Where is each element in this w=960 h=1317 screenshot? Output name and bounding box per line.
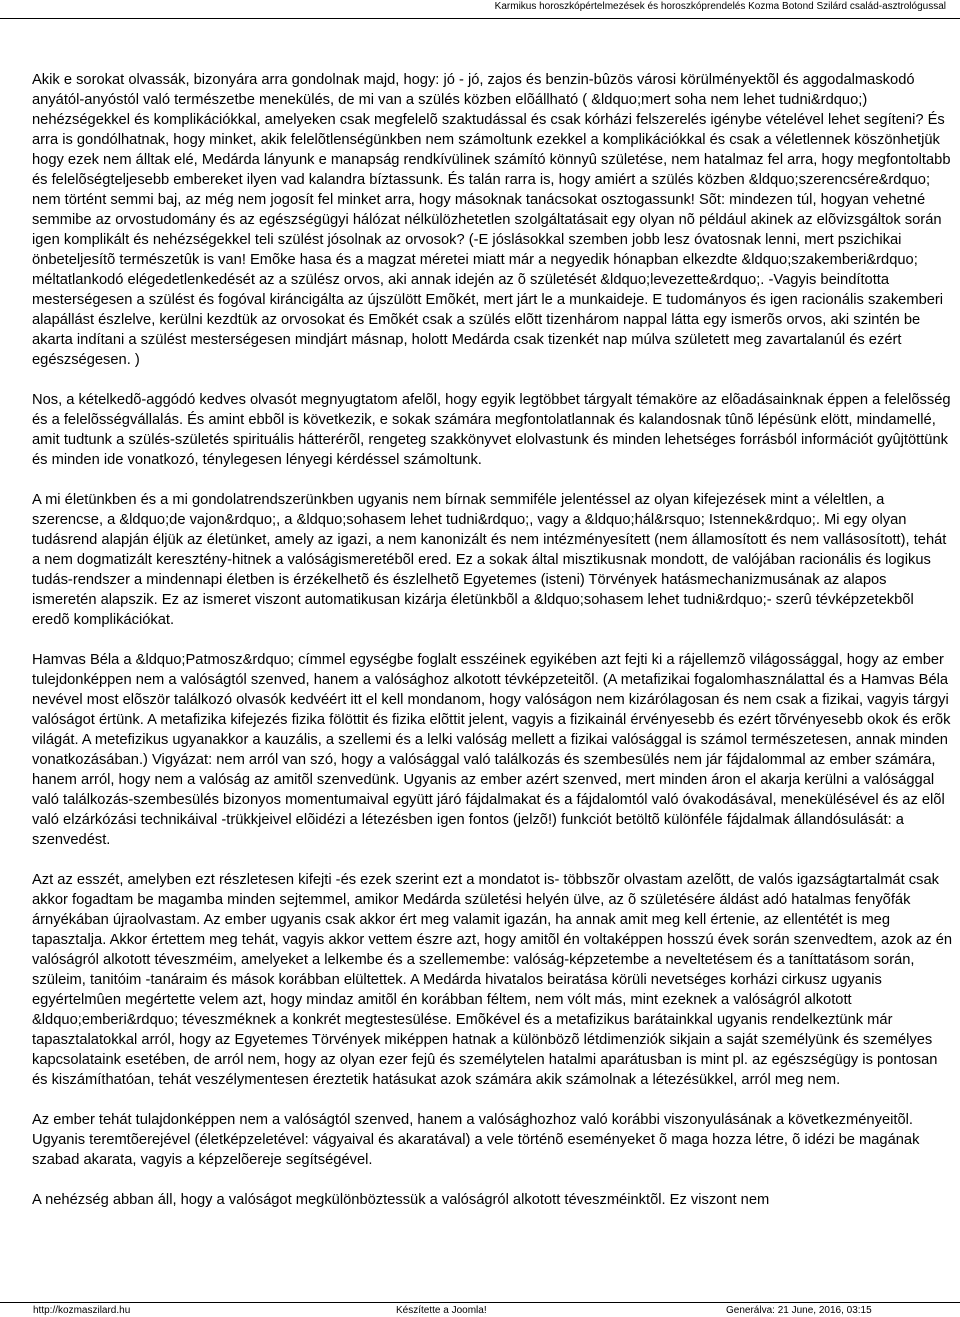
generated-timestamp: Generálva: 21 June, 2016, 03:15 xyxy=(726,1305,872,1316)
article-body xyxy=(32,70,954,1230)
page-header xyxy=(0,0,960,19)
site-url: http://kozmaszilard.hu xyxy=(33,1305,131,1316)
paragraph: Akik e sorokat olvassák, bizonyára arra gondolnak majd, hogy: jó - jó, zajos és benzin-bûzös városi körülményektõl és aggodalmaskodó anyától-anyóstól való természetbe menekülés, de mi van a szülés közben elõállható ( &ldquo;mert soha nem lehet tudni&rdquo;) nehézségekkel és komplikációkkal, amelyeken csak megfelelõ szaktudással és csak kórházi felszerelés igénybe vételével lehet segíteni? És arra is gondólhatnak, hogy minket, akik felelõtlenségünkben nem számoltunk ezekkel a komplikációkkal és csak a véletlennek köszönhetjük hogy ezek nem álltak elé, Medárda lányunk e manapság rendkívülinek számító könnyû születése, nem hatalmaz fel arra, hogy megfontoltabb és felelõségteljesebb embereket ilyen vad kalandra bíztassunk. És talán rarra is, hogy amiért a szülés közben &ldquo;szerencsére&rdquo; nem történt semmi baj, az még nem jogosít fel minket arra, hogy másoknak tanácsokat osztogassunk! Sõt: mindezen túl, hogyan vehetné semmibe az orvostudomány és az egészségügyi hálózat nélkülözhetetlen szolgáltatásait egy olyan nõ például akinek az elõvizsgáltok során igen komplikált és nehézségekkel teli szülést jósolnak az orvosok? (-E jóslásokkal szemben jobb lesz óvatosnak lenni, mert pszichikai önbeteljesítõ természetûk is van! Emõke hasa és a magzat méretei miatt már a negyedik hónapban elkezdte &ldquo;szakemberi&rdquo; méltatlankodó elégedetlenkedését az a szülész orvos, aki annak idején az õ születését &ldquo;levezette&rdquo;. -Vagyis beindította mesterségesen a szülést és fogóval kiráncigálta az újszülött Emõkét, mert járt le a munkaideje. E tudományos és igen racionális szakemberi alapállást észlelve, kerülni kezdtük az orvosokat és Emõkét csak a szülés elõtt tizenhárom nappal látta egy ismerõs orvos, aki szintén be akarta indítani a szülést mesterségesen mindjárt másnap, holott Medárda csak tizenkét nap múlva született meg zavartalanúl és ezért egészségesen. ) xyxy=(32,72,951,368)
made-by-text: Készítette a Joomla! xyxy=(396,1305,487,1316)
paragraph: Nos, a kételkedõ-aggódó kedves olvasót megnyugtatom afelõl, hogy egyik legtöbbet tárgyalt témaköre az elõadásainknak éppen a felelõsség és a felelõsségvállalás. És amint ebbõl is következik, e sokak számára megfontolatlannak és kalandosnak tûnõ lépésünk elött, mindamellé, amit tudtunk a szülés-születés spirituális hátterérõl, rengeteg szakkönyvet elolvastunk és minden lehetséges forrásból információt gyûjtöttünk és minden ide vonatkozó, ténylegesen lényegi kérdéssel számoltunk. xyxy=(32,392,951,468)
site-title: Karmikus horoszkópértelmezések és horoszkóprendelés Kozma Botond Szilárd család-asztrológussal xyxy=(494,1,946,12)
page-footer xyxy=(0,1302,960,1317)
paragraph: Az ember tehát tulajdonképpen nem a valóságtól szenved, hanem a valósághozhoz való korábbi viszonyulásának a következményeitõl. Ugyanis teremtõerejével (életképzeletével: vágyaival és akaratával) a vele történõ eseményeket õ maga hozza létre, õ idézi be magának szabad akarata, vagyis a képzelõereje segítségével. xyxy=(32,1112,920,1168)
paragraph: A mi életünkben és a mi gondolatrendszerünkben ugyanis nem bírnak semmiféle jelentéssel az olyan kifejezések mint a véleltlen, a szerencse, a &ldquo;de vajon&rdquo;, a &ldquo;sohasem lehet tudni&rdquo;, vagy a &ldquo;hál&rsquo; Istennek&rdquo;. Mi egy olyan tudásrend alapján éljük az életünket, amely az igazi, a nem kanonizált és nem intézményesített (nem államosított és nem vallásosított), tehát a nem dogmatizált keresztény-hitnek a valóságismeretébõl ered. Ez a sokak által misztikusnak mondott, de valójában racionális és logikus tudás-rendszer a mindennapi életben is érzékelhetõ és észlelhetõ Egyetemes (isteni) Törvények hatásmechanizmusának az alapos ismeretén alapszik. Ez az ismeret viszont automatikusan kizárja életünkbõl a &ldquo;sohasem lehet tudni&rdquo;- szerû tévképzetekbõl eredõ komplikációkat. xyxy=(32,492,947,628)
paragraph: Hamvas Béla a &ldquo;Patmosz&rdquo; címmel egységbe foglalt esszéinek egyikében azt fejti ki a rájellemzõ világossággal, hogy az ember tulejdonképpen nem a valóságtól szenved, hanem a valósághoz alkotott tévképzeteitõl. (A metafizikai fogalomhasználattal és a Hamvas Béla nevével most elõször találkozó olvasók kedvéért itt el kell mondanom, hogy valóságon nem kizárólagosan és nem csak a fizikai, vagyis tárgyi valóságot értünk. A metafizika kifejezés fizika fölöttit és fizika elõttit jelent, vagyis a fizikainál érvényesebb és ezért tõrvényesebb okok és erõk világát. A metefizikus ugyanakkor a kauzális, a szellemi és a lelki valóság mellett a fizikai valósággal is számol természetesen, annak minden vonatkozásában.) Vigyázat: nem arról van szó, hogy a valósággal való találkozás és szembesülés nem jár fájdalommal az ember számára, hanem arról, hogy nem a valóság az amitõl szenvedünk. Ugyanis az ember azért szenved, mert minden áron el akarja kerülni a valósággal való találkozás-szembesülés bizonyos momentumaival együtt járó fájdalmakat és a fájdalomtól való óvakodásával, menekülésével és az elõl való elzárkózási technikáival -trükkjeivel elõidézi a létezésben igen fontos (jelzõ!) funkciót betöltõ különféle fájdalmak állandósulását: a szenvedést. xyxy=(32,652,951,848)
paragraph: Azt az esszét, amelyben ezt részletesen kifejti -és ezek szerint ezt a mondatot is- többszõr olvastam azelõtt, de valós igazságtartalmát csak akkor fogadtam be magamba minden sejtemmel, amikor Medárda születési helyén ülve, az õ születésére áldást adó hatalmas fenyõfák árnyékában újraolvastam. Az ember ugyanis csak akkor ért meg valamit igazán, ha annak amit meg kell értenie, az ellentétét is meg tapasztalja. Akkor értettem meg tehát, vagyis akkor vettem észre azt, hogy amitõl én voltaképpen hosszú évek során szenvedtem, azok az én valóságról alkotott téveszméim, amelyeket a lelkembe és a szellemembe: valóság-képzetembe a neveltetésem és a taníttatásom során, szüleim, tanitóim -tanáraim és mások korábban elültettek. A Medárda hivatalos beiratása körüli nevetséges korházi cirkusz ugyanis egyértelmûen megértette velem azt, hogy mindaz amitõl én korábban féltem, nem vólt más, mint ezeknek a valóságról alkotott &ldquo;emberi&rdquo; téveszméknek a konkrét megtestesülése. Emõkével és a metafizikus barátainkkal ugyanis rendelkeztünk már tapasztalatokkal arról, hogy az Egyetemes Törvények miképpen hatnak a különbözõ létdimenziók sikjain a saját személyünk és személyes kapcsolataink esetében, de arról nem, hogy az olyan ezer fejû és személytelen hatalmi aparátusban is mint pl. az egészségügy is pontosan és kiszámíthatóan, tehát veszélymentesen éreztetik hatásukat azok számára akik számolnak a létezésükkel, arról meg nem. xyxy=(32,872,953,1088)
paragraph: A nehézség abban áll, hogy a valóságot megkülönböztessük a valóságról alkotott téveszméinktõl. Ez viszont nem xyxy=(32,1192,770,1208)
